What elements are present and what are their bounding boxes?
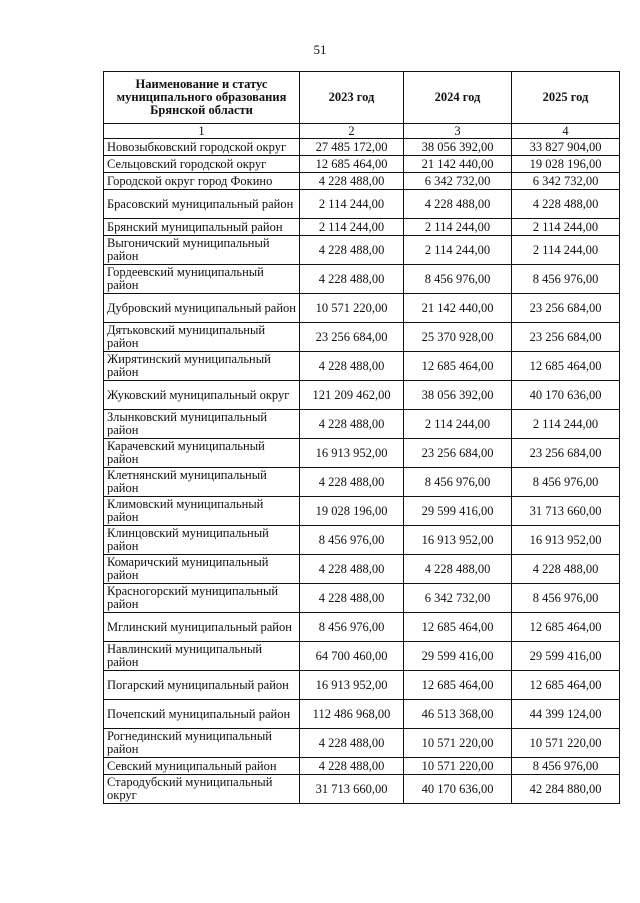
value-2025: 12 685 464,00 bbox=[512, 613, 620, 642]
value-2024: 16 913 952,00 bbox=[404, 526, 512, 555]
municipality-name: Брянский муниципальный район bbox=[104, 219, 300, 236]
column-index: 1 bbox=[104, 124, 300, 139]
value-2025: 4 228 488,00 bbox=[512, 555, 620, 584]
value-2025: 6 342 732,00 bbox=[512, 173, 620, 190]
value-2023: 10 571 220,00 bbox=[300, 294, 404, 323]
municipality-name: Новозыбковский городской округ bbox=[104, 139, 300, 156]
column-index: 2 bbox=[300, 124, 404, 139]
municipality-name: Брасовский муниципальный район bbox=[104, 190, 300, 219]
table-row bbox=[104, 219, 620, 236]
table-row bbox=[104, 758, 620, 775]
value-2025: 8 456 976,00 bbox=[512, 584, 620, 613]
table-row bbox=[104, 526, 620, 555]
header-2023: 2023 год bbox=[300, 72, 404, 124]
value-2023: 4 228 488,00 bbox=[300, 236, 404, 265]
table-row bbox=[104, 173, 620, 190]
value-2025: 42 284 880,00 bbox=[512, 775, 620, 804]
value-2025: 2 114 244,00 bbox=[512, 410, 620, 439]
value-2025: 2 114 244,00 bbox=[512, 236, 620, 265]
value-2024: 2 114 244,00 bbox=[404, 219, 512, 236]
value-2023: 64 700 460,00 bbox=[300, 642, 404, 671]
value-2025: 23 256 684,00 bbox=[512, 439, 620, 468]
table-row bbox=[104, 139, 620, 156]
value-2023: 12 685 464,00 bbox=[300, 156, 404, 173]
municipality-name: Дятьковский муниципальный район bbox=[104, 323, 300, 352]
value-2025: 2 114 244,00 bbox=[512, 219, 620, 236]
value-2023: 4 228 488,00 bbox=[300, 584, 404, 613]
value-2024: 6 342 732,00 bbox=[404, 584, 512, 613]
municipality-name: Гордеевский муниципальный район bbox=[104, 265, 300, 294]
value-2024: 29 599 416,00 bbox=[404, 497, 512, 526]
value-2023: 2 114 244,00 bbox=[300, 190, 404, 219]
value-2023: 4 228 488,00 bbox=[300, 410, 404, 439]
value-2024: 12 685 464,00 bbox=[404, 671, 512, 700]
value-2023: 4 228 488,00 bbox=[300, 265, 404, 294]
header-2025: 2025 год bbox=[512, 72, 620, 124]
header-2024: 2024 год bbox=[404, 72, 512, 124]
value-2025: 8 456 976,00 bbox=[512, 468, 620, 497]
value-2024: 46 513 368,00 bbox=[404, 700, 512, 729]
value-2024: 10 571 220,00 bbox=[404, 729, 512, 758]
table-row bbox=[104, 642, 620, 671]
table-row bbox=[104, 613, 620, 642]
value-2024: 4 228 488,00 bbox=[404, 190, 512, 219]
value-2025: 23 256 684,00 bbox=[512, 323, 620, 352]
municipality-name: Злынковский муниципальный район bbox=[104, 410, 300, 439]
value-2023: 4 228 488,00 bbox=[300, 173, 404, 190]
value-2025: 33 827 904,00 bbox=[512, 139, 620, 156]
value-2023: 121 209 462,00 bbox=[300, 381, 404, 410]
table-row bbox=[104, 671, 620, 700]
value-2023: 4 228 488,00 bbox=[300, 468, 404, 497]
value-2025: 4 228 488,00 bbox=[512, 190, 620, 219]
value-2024: 6 342 732,00 bbox=[404, 173, 512, 190]
value-2023: 23 256 684,00 bbox=[300, 323, 404, 352]
column-index-row bbox=[104, 124, 620, 139]
table-row bbox=[104, 439, 620, 468]
municipality-name: Жуковский муниципальный округ bbox=[104, 381, 300, 410]
municipality-name: Навлинский муниципальный район bbox=[104, 642, 300, 671]
column-index: 3 bbox=[404, 124, 512, 139]
value-2023: 4 228 488,00 bbox=[300, 758, 404, 775]
header-row bbox=[104, 72, 620, 124]
municipality-name: Севский муниципальный район bbox=[104, 758, 300, 775]
value-2025: 8 456 976,00 bbox=[512, 265, 620, 294]
municipality-name: Жирятинский муниципальный район bbox=[104, 352, 300, 381]
value-2023: 4 228 488,00 bbox=[300, 555, 404, 584]
value-2023: 8 456 976,00 bbox=[300, 613, 404, 642]
table-row bbox=[104, 555, 620, 584]
value-2023: 19 028 196,00 bbox=[300, 497, 404, 526]
table-row bbox=[104, 190, 620, 219]
table-row bbox=[104, 236, 620, 265]
municipality-name: Почепский муниципальный район bbox=[104, 700, 300, 729]
value-2023: 27 485 172,00 bbox=[300, 139, 404, 156]
value-2024: 38 056 392,00 bbox=[404, 381, 512, 410]
municipality-name: Дубровский муниципальный район bbox=[104, 294, 300, 323]
table-row bbox=[104, 775, 620, 804]
value-2024: 23 256 684,00 bbox=[404, 439, 512, 468]
municipality-name: Городской округ город Фокино bbox=[104, 173, 300, 190]
table-row bbox=[104, 352, 620, 381]
municipality-name: Красногорский муниципальный район bbox=[104, 584, 300, 613]
table-body bbox=[104, 124, 620, 804]
value-2024: 21 142 440,00 bbox=[404, 294, 512, 323]
value-2024: 12 685 464,00 bbox=[404, 352, 512, 381]
table-row bbox=[104, 729, 620, 758]
value-2025: 23 256 684,00 bbox=[512, 294, 620, 323]
value-2025: 12 685 464,00 bbox=[512, 352, 620, 381]
table-row bbox=[104, 265, 620, 294]
value-2025: 29 599 416,00 bbox=[512, 642, 620, 671]
value-2024: 2 114 244,00 bbox=[404, 410, 512, 439]
municipality-name: Погарский муниципальный район bbox=[104, 671, 300, 700]
value-2023: 2 114 244,00 bbox=[300, 219, 404, 236]
value-2025: 40 170 636,00 bbox=[512, 381, 620, 410]
value-2024: 8 456 976,00 bbox=[404, 265, 512, 294]
table-row bbox=[104, 410, 620, 439]
value-2025: 12 685 464,00 bbox=[512, 671, 620, 700]
header-municipality: Наименование и статус муниципального образования Брянской области bbox=[104, 72, 300, 124]
value-2024: 8 456 976,00 bbox=[404, 468, 512, 497]
municipality-name: Стародубский муниципальный округ bbox=[104, 775, 300, 804]
value-2023: 8 456 976,00 bbox=[300, 526, 404, 555]
column-index: 4 bbox=[512, 124, 620, 139]
value-2023: 16 913 952,00 bbox=[300, 439, 404, 468]
municipality-name: Выгоничский муниципальный район bbox=[104, 236, 300, 265]
table-row bbox=[104, 323, 620, 352]
value-2024: 12 685 464,00 bbox=[404, 613, 512, 642]
table-row bbox=[104, 700, 620, 729]
budget-table bbox=[103, 71, 620, 804]
value-2023: 31 713 660,00 bbox=[300, 775, 404, 804]
table-row bbox=[104, 468, 620, 497]
table-row bbox=[104, 584, 620, 613]
value-2023: 4 228 488,00 bbox=[300, 729, 404, 758]
value-2025: 8 456 976,00 bbox=[512, 758, 620, 775]
value-2024: 21 142 440,00 bbox=[404, 156, 512, 173]
value-2025: 31 713 660,00 bbox=[512, 497, 620, 526]
municipality-name: Комаричский муниципальный район bbox=[104, 555, 300, 584]
table-row bbox=[104, 497, 620, 526]
municipality-name: Мглинский муниципальный район bbox=[104, 613, 300, 642]
value-2025: 16 913 952,00 bbox=[512, 526, 620, 555]
table-row bbox=[104, 294, 620, 323]
value-2025: 44 399 124,00 bbox=[512, 700, 620, 729]
page-number: 51 bbox=[313, 42, 327, 57]
value-2024: 2 114 244,00 bbox=[404, 236, 512, 265]
table-row bbox=[104, 381, 620, 410]
value-2023: 4 228 488,00 bbox=[300, 352, 404, 381]
value-2024: 29 599 416,00 bbox=[404, 642, 512, 671]
value-2025: 10 571 220,00 bbox=[512, 729, 620, 758]
municipality-name: Сельцовский городской округ bbox=[104, 156, 300, 173]
table-header bbox=[104, 72, 620, 124]
value-2023: 112 486 968,00 bbox=[300, 700, 404, 729]
table-row bbox=[104, 156, 620, 173]
value-2023: 16 913 952,00 bbox=[300, 671, 404, 700]
municipality-name: Клинцовский муниципальный район bbox=[104, 526, 300, 555]
value-2025: 19 028 196,00 bbox=[512, 156, 620, 173]
value-2024: 40 170 636,00 bbox=[404, 775, 512, 804]
value-2024: 38 056 392,00 bbox=[404, 139, 512, 156]
municipality-name: Климовский муниципальный район bbox=[104, 497, 300, 526]
municipality-name: Рогнединский муниципальный район bbox=[104, 729, 300, 758]
value-2024: 25 370 928,00 bbox=[404, 323, 512, 352]
value-2024: 4 228 488,00 bbox=[404, 555, 512, 584]
municipality-name: Карачевский муниципальный район bbox=[104, 439, 300, 468]
value-2024: 10 571 220,00 bbox=[404, 758, 512, 775]
municipality-name: Клетнянский муниципальный район bbox=[104, 468, 300, 497]
